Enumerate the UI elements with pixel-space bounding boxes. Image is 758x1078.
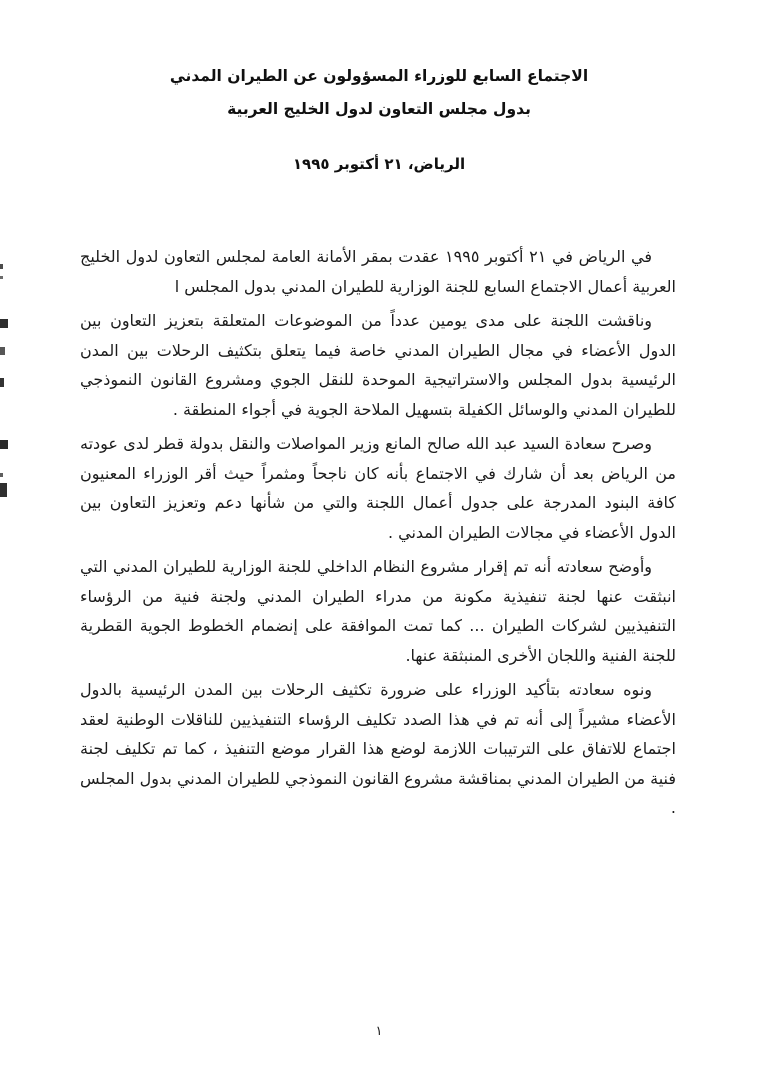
doc-title-line1: الاجتماع السابع للوزراء المسؤولون عن الطيران المدني xyxy=(169,67,589,85)
document-footer xyxy=(0,1020,758,1039)
scan-artifact-mark xyxy=(0,319,8,328)
doc-date-line: الرياض، ٢١ أكتوبر ١٩٩٥ xyxy=(292,155,466,173)
paragraph-1: في الرياض في ٢١ أكتوبر ١٩٩٥ عقدت بمقر الأمانة العامة لمجلس التعاون لدول الخليج العربية أعمال الاجتماع السابع للجنة الوزارية للطيران المدني بدول المجلس ا xyxy=(80,247,676,296)
document-body xyxy=(80,242,676,828)
page-number: ١ xyxy=(375,1024,383,1039)
scan-artifact-mark xyxy=(0,347,5,355)
scan-artifact-mark xyxy=(0,276,3,279)
scan-artifact-mark xyxy=(0,473,3,477)
paragraph-2: وناقشت اللجنة على مدى يومين عدداً من الموضوعات المتعلقة بتعزيز التعاون بين الدول الأعضاء في مجال الطيران المدني خاصة فيما يتعلق بتكثيف الرحلات بين المدن الرئيسية بدول المجلس والاستراتيجية الموحدة للنقل الجوي ومشروع القانون النموذجي للطيران المدني والوسائل الكفيلة بتسهيل الملاحة الجوية في أجواء المنطقة . xyxy=(80,311,676,419)
scan-artifact-mark xyxy=(0,378,4,387)
doc-title-line2: بدول مجلس التعاون لدول الخليج العربية xyxy=(227,100,531,118)
scan-artifact-mark xyxy=(0,483,7,497)
paragraph-4: وأوضح سعادته أنه تم إقرار مشروع النظام الداخلي للجنة الوزارية للطيران المدني التي انبثقت عنها لجنة تنفيذية مكونة من مدراء الطيران المدني ولجنة فنية من الرؤساء التنفيذيين لشركات الطيران ... كما تمت الموافقة على إنضمام الخطوط الجوية القطرية للجنة الفنية واللجان الأخرى المنبثقة عنها. xyxy=(80,557,676,665)
scan-artifact-mark xyxy=(0,264,3,269)
document-header xyxy=(0,66,758,173)
paragraph-5: ونوه سعادته بتأكيد الوزراء على ضرورة تكثيف الرحلات بين المدن الرئيسية بالدول الأعضاء مشيراً إلى أنه تم في هذا الصدد تكليف الرؤساء التنفيذيين للناقلات الوطنية لعقد اجتماع للاتفاق على الترتيبات اللازمة لوضع هذا القرار موضع التنفيذ ، كما تم تكليف لجنة فنية من الطيران المدني بمناقشة مشروع القانون النموذجي للطيران المدني بدول المجلس . xyxy=(80,680,676,817)
scan-artifact-mark xyxy=(0,440,8,449)
paragraph-3: وصرح سعادة السيد عبد الله صالح المانع وزير المواصلات والنقل بدولة قطر لدى عودته من الرياض بعد أن شارك في الاجتماع بأنه كان ناجحاً ومثمراً حيث أقر الوزراء المعنيون كافة البنود المدرجة على جدول أعمال اللجنة والتي من شأنها دعم وتعزيز التعاون بين الدول الأعضاء في مجالات الطيران المدني . xyxy=(80,434,676,542)
